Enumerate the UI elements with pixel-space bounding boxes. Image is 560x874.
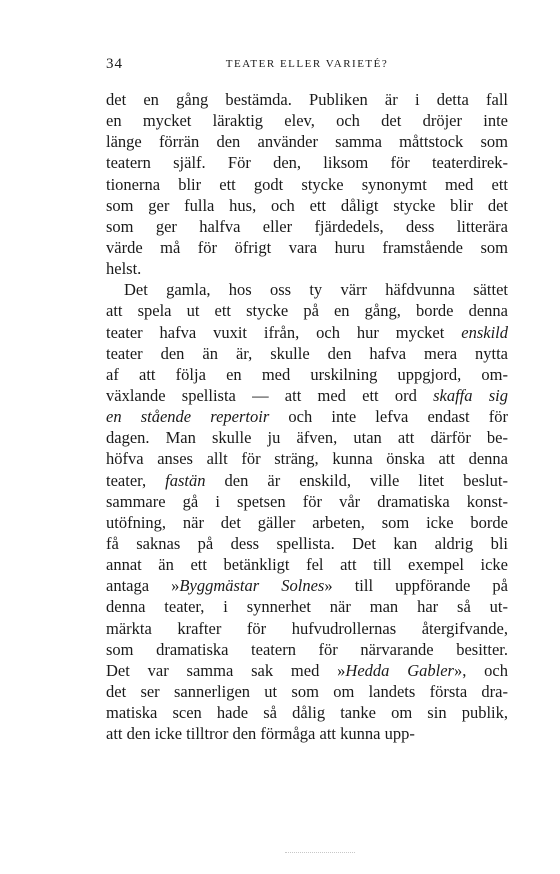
italic-text: Hedda Gabler: [345, 660, 454, 680]
page-number: 34: [106, 56, 123, 72]
text-line: som ger fulla hus, och ett dåligt stycke blir det: [106, 195, 508, 215]
text-line: att spela ut ett stycke på en gång, borde denna: [106, 301, 508, 321]
text-line: det ser sannerligen ut som om landets första dra-: [106, 681, 508, 701]
text-line: annat än ett betänkligt fel att till exempel icke: [106, 555, 508, 575]
text-segment: teater hafva vuxit ifrån, och hur mycket: [106, 322, 462, 342]
italic-text: enskild: [461, 322, 508, 342]
text-segment: teater,: [106, 470, 166, 490]
text-segment: växlande spellista — att med ett ord: [106, 385, 434, 405]
running-title: TEATER ELLER VARIETÉ?: [225, 58, 389, 70]
text-segment: den är enskild, ville litet beslut-: [205, 470, 508, 490]
text-line: Det gamla, hos oss ty värr häfdvunna sättet: [124, 280, 508, 300]
text-line: få saknas på dess spellista. Det kan aldrig bli: [106, 533, 508, 553]
text-line: [106, 406, 508, 427]
text-segment: antaga »: [106, 576, 180, 596]
page-header: [106, 56, 508, 76]
text-line: sammare gå i spetsen för vår dramatiska konst-: [106, 491, 508, 511]
text-line: värde må för öfrigt vara huru framstående som: [106, 237, 508, 257]
text-line: tionerna blir ett godt stycke synonymt med ett: [106, 174, 508, 194]
text-segment: Det var samma sak med »: [106, 660, 346, 680]
text-line: [106, 470, 508, 491]
text-line: teatern själf. För den, liksom för teaterdirek-: [106, 153, 508, 173]
scan-artifact: [285, 852, 355, 857]
text-line: det en gång bestämda. Publiken är i detta fall: [106, 90, 508, 109]
text-line: [106, 660, 508, 681]
text-line: som dramatiska teatern för närvarande besitter.: [106, 639, 508, 659]
text-line: höfva anses allt för sträng, kunna önska att denna: [106, 449, 508, 469]
text-line: dagen. Man skulle ju äfven, utan att därför be-: [106, 428, 508, 448]
text-line: af att följa en med urskilning uppgjord, om-: [106, 364, 508, 384]
italic-text: skaffa sig: [433, 385, 508, 405]
italic-text: Byggmästar Solnes: [179, 576, 325, 596]
text-line: att den icke tilltror den förmåga att kunna upp-: [106, 724, 415, 744]
body-text: [106, 89, 508, 744]
text-line: som ger halfva eller fjärdedels, dess litterära: [106, 216, 508, 236]
italic-text: en stående repertoir: [106, 407, 270, 427]
text-line: denna teater, i synnerhet när man har så ut-: [106, 597, 508, 617]
text-line: matiska scen hade så dålig tanke om sin publik,: [106, 703, 508, 723]
text-line: helst.: [106, 259, 142, 279]
text-segment: » till uppförande på: [324, 576, 508, 596]
text-segment: och inte lefva endast för: [269, 407, 508, 427]
text-line: utöfning, när det gäller arbeten, som icke borde: [106, 512, 508, 532]
text-line: teater den än är, skulle den hafva mera nytta: [106, 343, 508, 363]
text-line: länge förrän den använder samma måttstock som: [106, 132, 508, 152]
text-line: [106, 385, 508, 406]
text-line: [106, 575, 508, 596]
italic-text: fastän: [165, 470, 206, 490]
text-line: en mycket läraktig elev, och det dröjer inte: [106, 111, 508, 131]
text-line: märkta krafter för hufvudrollernas återgifvande,: [106, 618, 508, 638]
text-segment: », och: [453, 660, 509, 680]
text-line: [106, 322, 508, 343]
